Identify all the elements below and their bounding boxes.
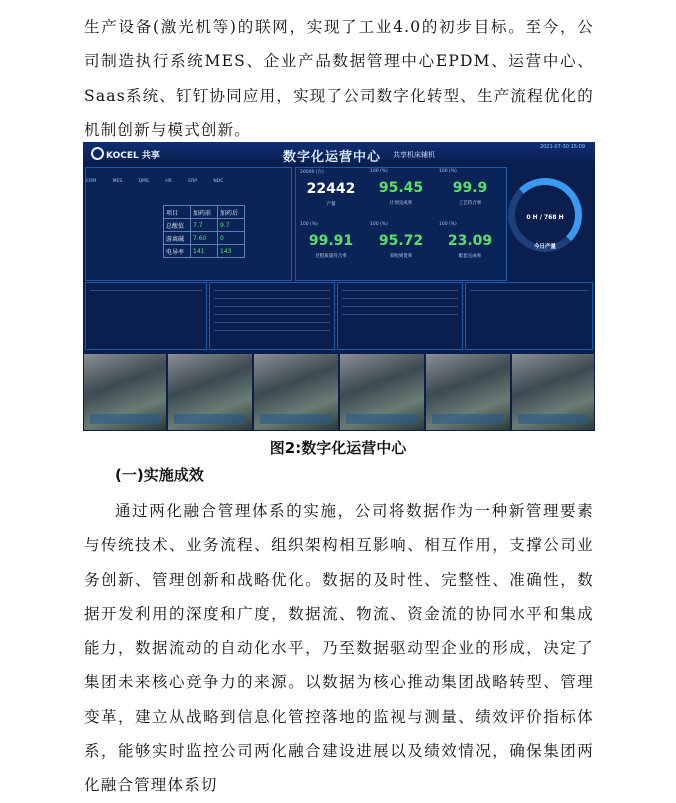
kpi-cap: 20000 (台) xyxy=(300,170,324,175)
kpi-purchase xyxy=(366,222,436,259)
camera-feed xyxy=(167,353,253,431)
camera-feed xyxy=(253,353,339,431)
metrics-cell: 0 xyxy=(218,232,245,245)
camera-scene xyxy=(432,414,504,424)
camera-scene xyxy=(174,414,246,424)
mes-icon: MES xyxy=(112,179,123,184)
list-row xyxy=(342,310,458,315)
kpi-cap: 100 (%) xyxy=(300,222,318,227)
metrics-cell: 电导率 xyxy=(164,245,191,258)
kpi-value: 23.09 xyxy=(447,233,493,249)
list-row xyxy=(214,286,330,291)
metrics-cell: 总酸值 xyxy=(164,219,191,232)
kpi-value: 22442 xyxy=(306,181,356,197)
kpi-cap: 100 (%) xyxy=(370,169,388,174)
list-row xyxy=(342,286,458,291)
list-row xyxy=(214,326,330,331)
list-panel-3 xyxy=(337,282,463,350)
camera-scene xyxy=(260,414,332,424)
kpi-cap: 100 (%) xyxy=(439,222,457,227)
kpi-output xyxy=(296,169,366,207)
camera-feed xyxy=(339,353,425,431)
metrics-header: 加药前 xyxy=(191,206,218,219)
kpi-plan-completion xyxy=(366,169,436,206)
logo-text: KOCEL 共享 xyxy=(106,151,160,161)
camera-scene xyxy=(518,414,588,424)
gauge-value: 0 H / 768 H xyxy=(526,214,564,221)
kpi-value: 95.45 xyxy=(378,180,424,196)
kpi-cap: 100 (%) xyxy=(370,222,388,227)
kpi-value: 95.72 xyxy=(378,233,424,249)
metrics-cell: 141 xyxy=(191,245,218,258)
ndc-icon: NDC xyxy=(213,179,224,184)
kpi-label: 计划完成率 xyxy=(389,201,413,206)
metrics-table xyxy=(163,205,245,258)
camera-feed xyxy=(425,353,511,431)
list-panel-1 xyxy=(85,282,207,350)
list-row xyxy=(214,310,330,315)
qms-icon: QMS xyxy=(138,179,149,184)
list-row xyxy=(90,286,202,291)
camera-scene xyxy=(346,414,418,424)
erp-icon: ERP xyxy=(188,179,197,184)
metrics-header: 项目 xyxy=(164,206,191,219)
list-row xyxy=(342,302,458,307)
dashboard-title: 数字化运营中心 xyxy=(283,150,382,165)
metrics-cell: 游离碱 xyxy=(164,232,191,245)
kpi-value: 99.9 xyxy=(452,180,488,196)
section-heading: (一)实施成效 xyxy=(115,466,204,484)
kpi-label: 产量 xyxy=(326,202,336,207)
list-row xyxy=(214,294,330,299)
dashboard-subtitle: 共享机床辅机 xyxy=(393,151,435,159)
kpi-cap: 100 (%) xyxy=(439,169,457,174)
logo-icon xyxy=(91,147,104,160)
camera-feed xyxy=(511,353,595,431)
metrics-cell: 9.7 xyxy=(218,219,245,232)
kocel-logo xyxy=(91,147,160,161)
kpi-value: 99.91 xyxy=(308,233,354,249)
paragraph-1: 生产设备(激光机等)的联网，实现了工业4.0的初步目标。至今，公司制造执行系统MES、企业产品数据管理中心EPDM、运营中心、Saas系统、钉钉协同应用，实现了公司数字化转型、生产流程优化的机制创新与模式创新。 xyxy=(84,18,594,139)
list-row xyxy=(214,318,330,323)
gauge-label: 今日产量 xyxy=(533,244,556,250)
list-row xyxy=(470,286,588,291)
kpi-process-compliance xyxy=(435,169,505,206)
figure-caption: 图2:数字化运营中心 xyxy=(269,439,407,457)
metrics-header: 加药后 xyxy=(218,206,245,219)
dashboard-figure xyxy=(83,142,595,431)
camera-feeds xyxy=(83,353,595,431)
crm-icon: CRM xyxy=(86,179,97,184)
kpi-supporting xyxy=(435,222,505,259)
hr-icon: HR xyxy=(165,179,172,184)
list-row xyxy=(342,294,458,299)
kpi-label: 工艺符合率 xyxy=(458,201,482,206)
list-row xyxy=(214,302,330,307)
paragraph-2: 通过两化融合管理体系的实施，公司将数据作为一种新管理要素与传统技术、业务流程、组织架构相互影响、相互作用，支撑公司业务创新、管理创新和战略优化。数据的及时性、完整性、准确性，数据开发利用的深度和广度，数据流、物流、资金流的协同水平和集成能力，数据流动的自动化水平，乃至数据驱动型企业的形成，决定了集团未来核心竞争力的来源。以数据为核心推动集团战略转型、管理变革，建立从战略到信息化管控落地的监视与测量、绩效评价指标体系，能够实时监控公司两化融合建设进展以及绩效情况，确保集团两化融合管理体系切 xyxy=(84,502,594,795)
metrics-cell: 7.7 xyxy=(191,219,218,232)
system-icons xyxy=(86,179,238,184)
list-panel-2 xyxy=(209,282,335,350)
kpi-label: 过程质量符合率 xyxy=(315,254,347,259)
kpi-label: 采购到货率 xyxy=(389,254,413,259)
metrics-cell: 143 xyxy=(218,245,245,258)
metrics-cell: 7.60 xyxy=(191,232,218,245)
kpi-label: 配套完成率 xyxy=(458,254,482,259)
camera-feed xyxy=(83,353,167,431)
kpi-quality xyxy=(296,222,366,259)
dashboard-time: 2021-07-30 15:09 xyxy=(539,144,585,150)
list-panel-4 xyxy=(465,282,593,350)
camera-scene xyxy=(90,414,160,424)
